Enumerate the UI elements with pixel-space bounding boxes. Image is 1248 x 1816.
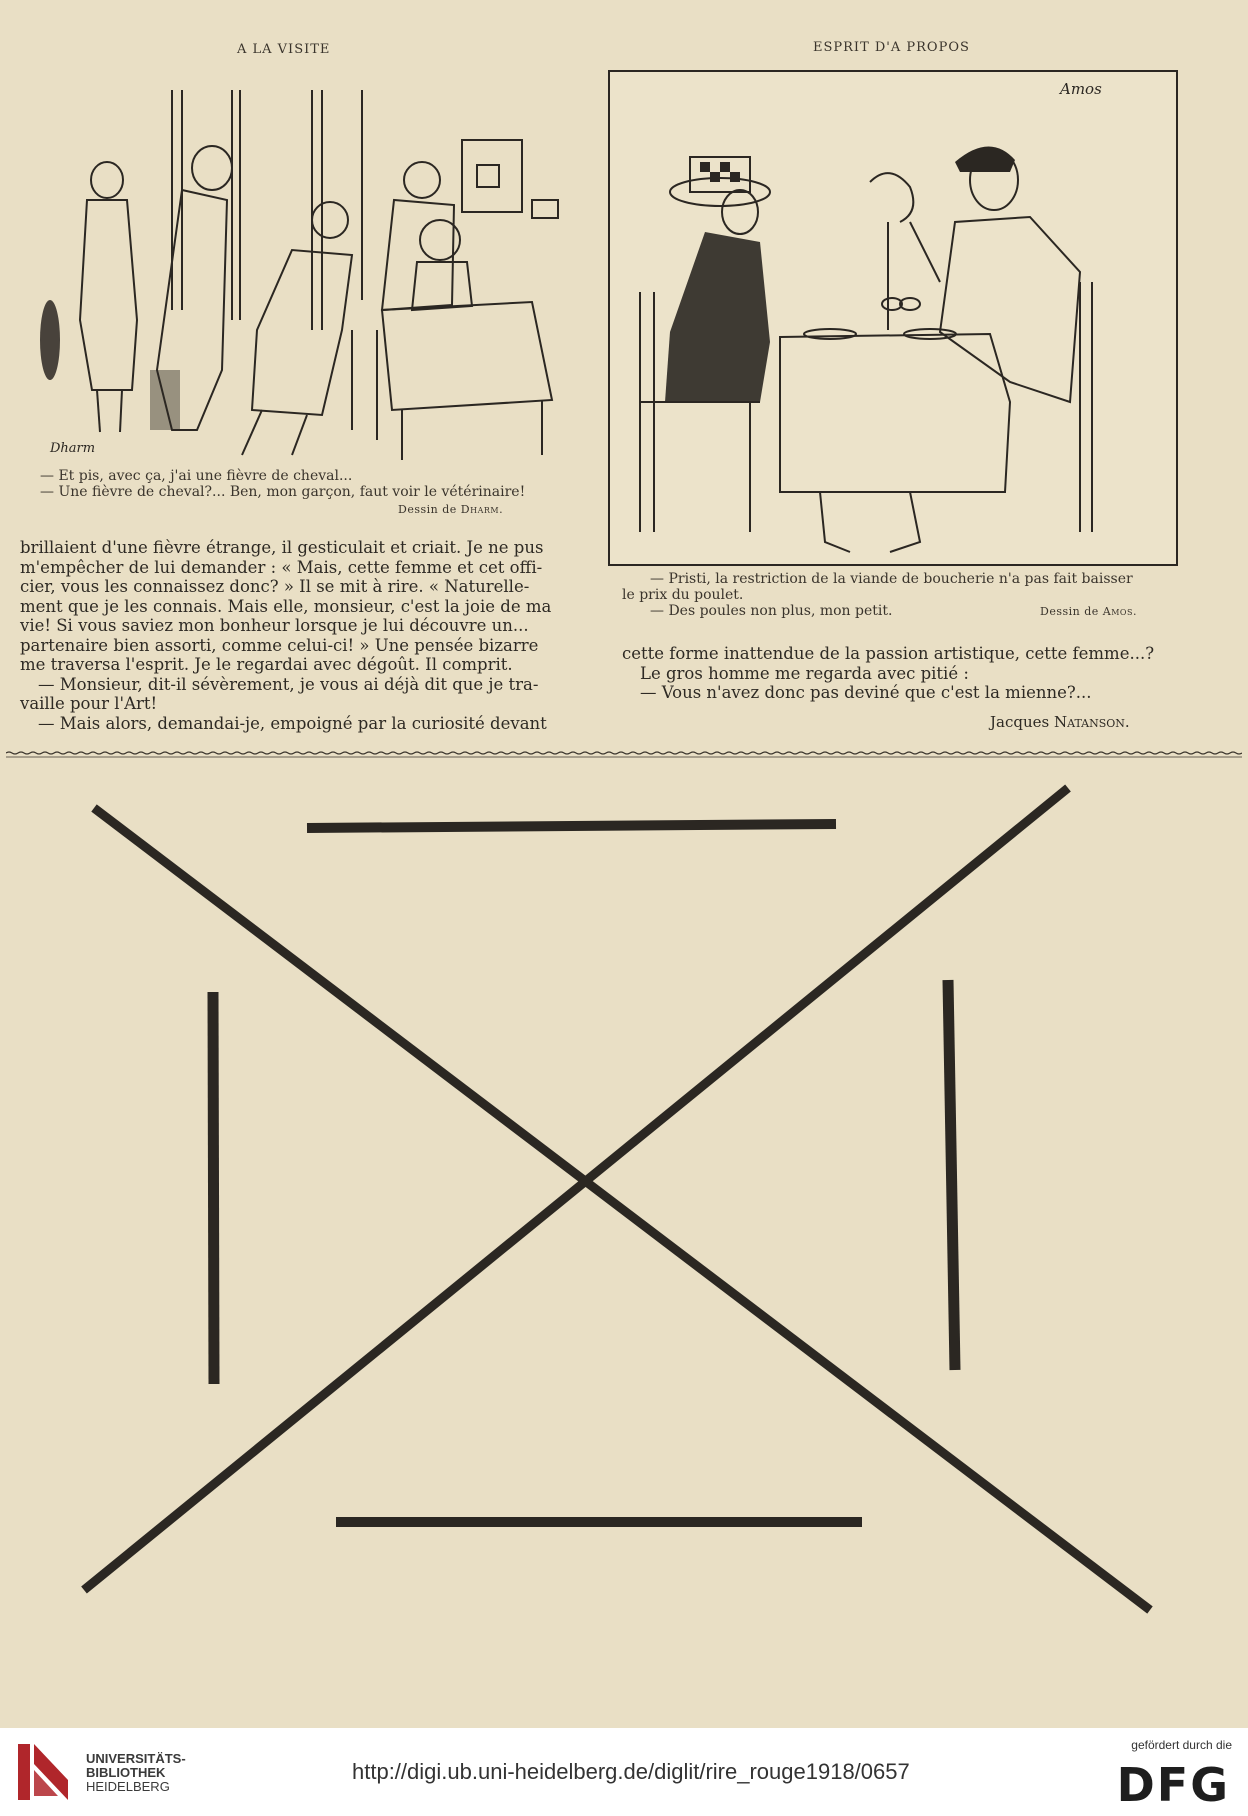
- left-credit-artist: Dharm.: [460, 503, 504, 516]
- library-name-line-2: BIBLIOTHEK: [86, 1765, 166, 1780]
- author-last-name: Natanson.: [1053, 713, 1130, 731]
- text-line: partenaire bien assorti, comme celui-ci! » Une pensée bizarre: [20, 635, 539, 655]
- bar-top: [307, 824, 836, 828]
- right-caption-line-2: le prix du poulet.: [622, 587, 744, 603]
- text-line: — Monsieur, dit-il sévèrement, je vous ai déjà dit que je tra-: [38, 674, 539, 694]
- left-illustration: [22, 70, 577, 462]
- right-caption-line-3: — Des poules non plus, mon petit.: [650, 603, 893, 619]
- left-heading: A LA VISITE: [237, 42, 331, 57]
- left-credit: [398, 503, 503, 516]
- right-illustration: [608, 70, 1178, 566]
- author-signature: [990, 713, 1130, 731]
- bar-left: [213, 992, 214, 1384]
- left-caption-line-1: — Et pis, avec ça, j'ai une fièvre de cheval...: [40, 468, 353, 484]
- source-url-link[interactable]: http://digi.ub.uni-heidelberg.de/diglit/rire_rouge1918/0657: [352, 1759, 910, 1784]
- text-line: Le gros homme me regarda avec pitié :: [640, 663, 969, 683]
- text-line: — Vous n'avez donc pas deviné que c'est la mienne?...: [640, 683, 1092, 702]
- svg-text:Dharm: Dharm: [50, 441, 96, 456]
- text-line: cette forme inattendue de la passion artistique, cette femme...?: [622, 644, 1155, 663]
- sponsor-label: gefördert durch die: [1131, 1738, 1232, 1752]
- bar-right: [948, 980, 955, 1370]
- library-name-line-1: UNIVERSITÄTS-: [86, 1751, 186, 1766]
- author-first-name: Jacques: [990, 713, 1050, 731]
- text-line: m'empêcher de lui demander : « Mais, cette femme et cet offi-: [20, 557, 543, 577]
- right-heading: ESPRIT D'A PROPOS: [813, 40, 970, 55]
- right-caption-line-1: — Pristi, la restriction de la viande de boucherie n'a pas fait baisser: [650, 571, 1133, 587]
- wavy-divider: [6, 751, 1242, 759]
- article-text-left: [20, 538, 576, 733]
- text-line: brillaient d'une fièvre étrange, il gesticulait et criait. Je ne pus: [20, 538, 544, 557]
- university-library-logo-icon: [14, 1740, 72, 1804]
- text-line: me traversa l'esprit. Je le regardai avec dégoût. Il comprit.: [20, 655, 513, 674]
- library-name: [86, 1752, 186, 1794]
- text-line: — Mais alors, demandai-je, empoigné par la curiosité devant: [38, 713, 547, 733]
- censorship-x-mark: [0, 770, 1248, 1730]
- text-line: vaille pour l'Art!: [20, 694, 158, 713]
- article-text-right: [622, 644, 1182, 703]
- svg-text:Amos: Amos: [1060, 80, 1102, 98]
- text-line: ment que je les connais. Mais elle, monsieur, c'est la joie de ma: [20, 596, 552, 616]
- x-diagonal-left: [94, 808, 1150, 1610]
- digitization-footer: [0, 1728, 1248, 1816]
- cafe-scene-drawing: [22, 70, 577, 462]
- text-line: vie! Si vous saviez mon bonheur lorsque je lui découvre un...: [20, 616, 529, 635]
- library-name-line-3: HEIDELBERG: [86, 1779, 170, 1794]
- dfg-logo: DFG: [1116, 1758, 1230, 1812]
- dinner-table-drawing: [610, 72, 1176, 564]
- right-credit-prefix: Dessin de: [1040, 605, 1099, 618]
- text-line: cier, vous les connaissez donc? » Il se mit à rire. « Naturelle-: [20, 577, 530, 596]
- left-caption-line-2: — Une fièvre de cheval?... Ben, mon garçon, faut voir le vétérinaire!: [40, 484, 526, 500]
- right-credit: [1040, 605, 1137, 618]
- right-credit-artist: Amos.: [1102, 605, 1137, 618]
- left-credit-prefix: Dessin de: [398, 503, 457, 516]
